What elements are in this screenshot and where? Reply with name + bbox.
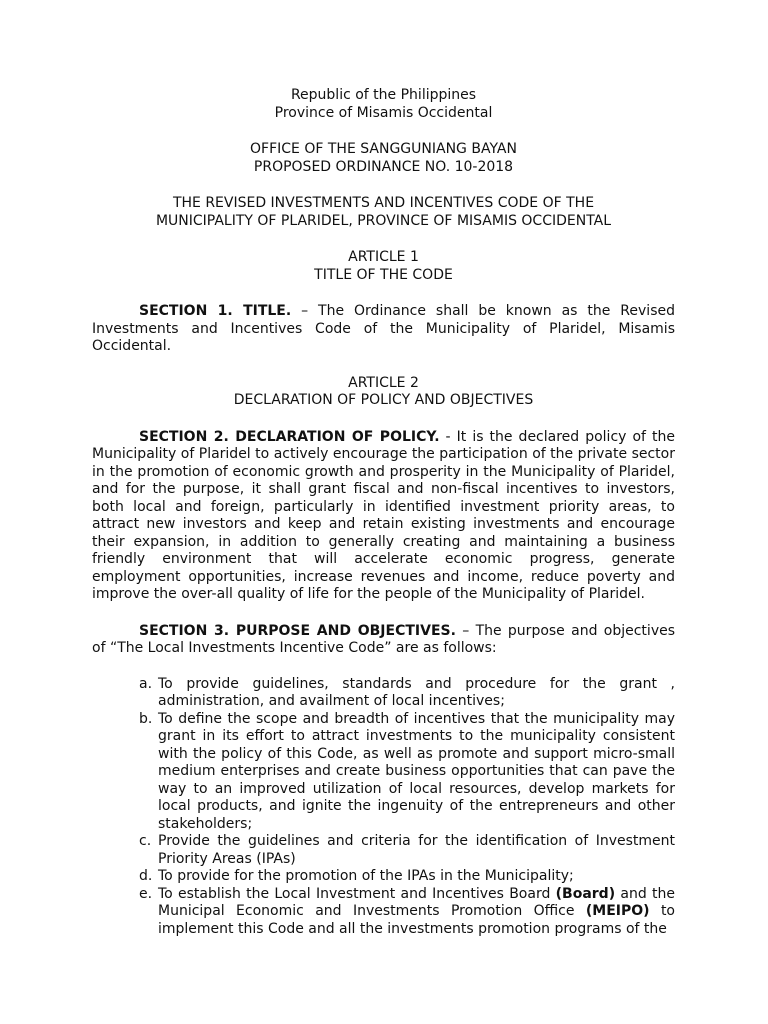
section1-paragraph bbox=[92, 303, 675, 356]
republic-line: Republic of the Philippines bbox=[290, 87, 477, 103]
section3-label: SECTION 3. PURPOSE AND OBJECTIVES. bbox=[139, 622, 456, 639]
list-item bbox=[92, 833, 675, 868]
ordinance-title-line2: MUNICIPALITY OF PLARIDEL, PROVINCE OF MISAMIS OCCIDENTAL bbox=[155, 212, 612, 229]
article1-heading: ARTICLE 1 bbox=[348, 249, 419, 265]
section1-text: – The Ordinance shall be known as the Revised Investments and Incentives Code of the Municipality of Plaridel, Misamis Occidental. bbox=[92, 303, 675, 354]
office-line: OFFICE OF THE SANGGUNIANG BAYAN bbox=[250, 141, 517, 157]
list-item bbox=[92, 676, 675, 711]
list-marker: b. bbox=[139, 710, 153, 727]
meipo-abbreviation: (MEIPO) bbox=[585, 903, 650, 919]
section2-paragraph bbox=[92, 429, 675, 604]
ordinance-number: PROPOSED ORDINANCE NO. 10-2018 bbox=[253, 158, 514, 175]
section2-text: - It is the declared policy of the Municipality of Plaridel to actively encourage the participation of the private sector in the promotion of economic growth and prosperity in the Municipality of Plaridel, and for the purpose, it shall grant fiscal and non-fiscal incentives to investors, both local and foreign, particularly in identified investment priority areas, to attract new investors and keep and retain existing investments and encourage their expansion, in addition to generally creating and maintaining a business friendly environment that will accelerate economic progress, generate employment opportunities, increase revenues and income, reduce poverty and improve the over-all quality of life for the people of the Municipality of Plaridel. bbox=[92, 428, 675, 602]
article2-subheading: DECLARATION OF POLICY AND OBJECTIVES bbox=[233, 392, 534, 408]
list-item bbox=[92, 711, 675, 834]
article1-subheading: TITLE OF THE CODE bbox=[314, 266, 453, 283]
province-line: Province of Misamis Occidental bbox=[274, 104, 493, 121]
list-item-text-c: to implement this Code and all the investments promotion programs of the bbox=[158, 903, 676, 937]
ordinance-body bbox=[92, 87, 675, 938]
list-marker: c. bbox=[139, 833, 152, 849]
section3-text: – The purpose and objectives of “The Local Investments Incentive Code” are as follows: bbox=[92, 622, 676, 656]
ordinance-title-line1: THE REVISED INVESTMENTS AND INCENTIVES CODE OF THE bbox=[172, 195, 595, 211]
board-abbreviation: (Board) bbox=[555, 885, 616, 902]
list-item-text: Provide the guidelines and criteria for the identification of Investment Priority Areas (IPAs) bbox=[158, 833, 675, 867]
list-marker: a. bbox=[139, 675, 153, 692]
section2-label: SECTION 2. DECLARATION OF POLICY. bbox=[139, 428, 440, 445]
list-item-text-a: To establish the Local Investment and Incentives Board bbox=[158, 885, 556, 902]
article2-heading: ARTICLE 2 bbox=[348, 374, 419, 391]
list-marker: e. bbox=[139, 885, 153, 902]
list-item bbox=[92, 868, 675, 886]
list-marker: d. bbox=[139, 868, 153, 884]
list-item-text: To define the scope and breadth of incentives that the municipality may grant in its effort to attract investments to the municipality consistent with the policy of this Code, as well as promote and support micro-small medium enterprises and create business opportunities that can pave the way to an improved utilization of local resources, develop markets for local products, and ignite the ingenuity of the entrepreneurs and other stakeholders; bbox=[158, 710, 675, 832]
section3-paragraph bbox=[92, 623, 675, 658]
objectives-list bbox=[92, 676, 675, 939]
list-item-text-b: and the Municipal Economic and Investments Promotion Office bbox=[158, 885, 675, 919]
list-item-text: To provide guidelines, standards and procedure for the grant , administration, and availment of local incentives; bbox=[158, 675, 675, 709]
list-item-text: To provide for the promotion of the IPAs in the Municipality; bbox=[158, 868, 574, 884]
section1-label: SECTION 1. TITLE. bbox=[139, 303, 292, 319]
list-item bbox=[92, 886, 675, 939]
